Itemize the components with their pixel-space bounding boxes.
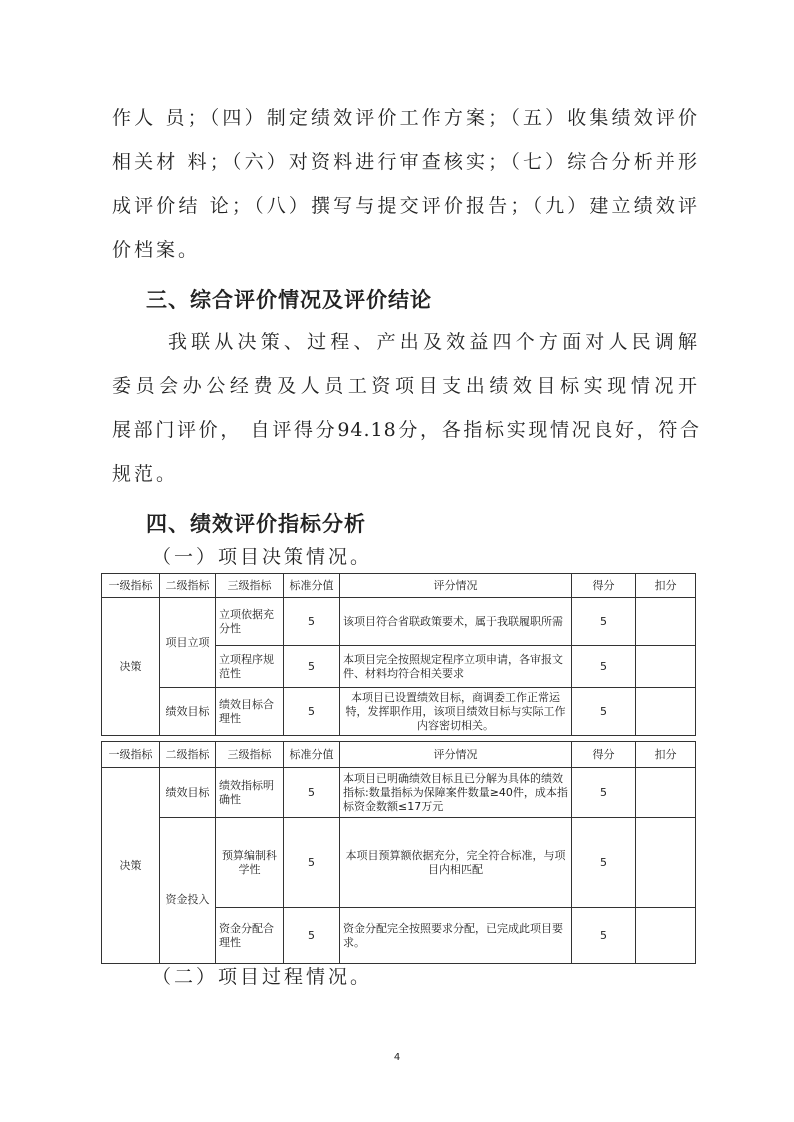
deduction-cell	[636, 598, 696, 646]
score-cell: 5	[572, 768, 636, 818]
table-header-row	[102, 742, 696, 768]
level1-cell: 决策	[102, 768, 160, 964]
column-header: 一级指标	[102, 742, 160, 768]
column-header: 得分	[572, 742, 636, 768]
description-cell: 本项目预算额依据充分，完全符合标准，与项目内相匹配	[340, 818, 572, 908]
score-cell: 5	[572, 598, 636, 646]
level1-cell: 决策	[102, 598, 160, 736]
text-line: 展部门评价， 自评得分94.18分，各指标实现情况良好，符合	[112, 419, 700, 441]
description-cell: 资金分配完全按照要求分配，已完成此项目要求。	[340, 908, 572, 964]
text-line: 委员会办公经费及人员工资项目支出绩效目标实现情况开	[112, 375, 700, 397]
section-heading-4: 四、绩效评价指标分析	[146, 512, 366, 536]
page-number: 4	[393, 1052, 401, 1063]
column-header: 扣分	[636, 742, 696, 768]
deduction-cell	[636, 646, 696, 688]
deduction-cell	[636, 688, 696, 736]
intro-paragraph	[112, 96, 700, 272]
table-row	[102, 688, 696, 736]
deduction-cell	[636, 768, 696, 818]
column-header: 二级指标	[160, 574, 216, 598]
level3-cell: 立项程序规范性	[216, 646, 284, 688]
subsection-decision: （一）项目决策情况。	[152, 546, 373, 568]
table-row	[102, 818, 696, 908]
text-line: 成评价结 论；（八）撰写与提交评价报告；（九）建立绩效评	[112, 195, 700, 217]
description-cell: 本项目已设置绩效目标，商调委工作正常运特，发挥职作用，该项目绩效目标与实际工作内容密切相关。	[340, 688, 572, 736]
level3-cell: 绩效目标合理性	[216, 688, 284, 736]
score-cell: 5	[572, 688, 636, 736]
level2-cell: 绩效目标	[160, 688, 216, 736]
score-cell: 5	[572, 818, 636, 908]
column-header: 标准分值	[284, 574, 340, 598]
column-header: 二级指标	[160, 742, 216, 768]
level3-cell: 预算编制科学性	[216, 818, 284, 908]
text-line: 相关材 料；（六）对资料进行审查核实；（七）综合分析并形	[112, 151, 700, 173]
standard-score-cell: 5	[284, 598, 340, 646]
text-line: 作人 员；（四）制定绩效评价工作方案；（五）收集绩效评价	[112, 107, 700, 129]
deduction-cell	[636, 908, 696, 964]
standard-score-cell: 5	[284, 908, 340, 964]
column-header: 评分情况	[340, 742, 572, 768]
text-line: 我联从决策、过程、产出及效益四个方面对人民调解	[168, 331, 700, 353]
table-row	[102, 598, 696, 646]
level3-cell: 资金分配合理性	[216, 908, 284, 964]
score-cell: 5	[572, 646, 636, 688]
column-header: 得分	[572, 574, 636, 598]
level3-cell: 立项依据充分性	[216, 598, 284, 646]
level2-cell: 资金投入	[160, 818, 216, 964]
deduction-cell	[636, 818, 696, 908]
column-header: 标准分值	[284, 742, 340, 768]
standard-score-cell: 5	[284, 818, 340, 908]
table-row	[102, 768, 696, 818]
column-header: 评分情况	[340, 574, 572, 598]
table-header-row	[102, 574, 696, 598]
description-cell: 该项目符合省联政策要术，属于我联履职所需	[340, 598, 572, 646]
description-cell: 本项目已明确绩效目标且已分解为具体的绩效指标:数量指标为保障案件数量≥40件，成本指标资金数额≤17万元	[340, 768, 572, 818]
column-header: 三级指标	[216, 742, 284, 768]
level2-cell: 绩效目标	[160, 768, 216, 818]
conclusion-paragraph	[112, 320, 700, 496]
text-line: 规范。	[112, 463, 179, 485]
text-line: 价档案。	[112, 239, 201, 261]
description-cell: 本项目完全按照规定程序立项申请，各审报文件、材料均符合相关要求	[340, 646, 572, 688]
score-cell: 5	[572, 908, 636, 964]
evaluation-table-2	[101, 741, 696, 964]
column-header: 三级指标	[216, 574, 284, 598]
level2-cell: 项目立项	[160, 598, 216, 688]
section-heading-3: 三、综合评价情况及评价结论	[146, 288, 432, 312]
standard-score-cell: 5	[284, 688, 340, 736]
column-header: 扣分	[636, 574, 696, 598]
standard-score-cell: 5	[284, 646, 340, 688]
evaluation-table-1	[101, 573, 696, 736]
column-header: 一级指标	[102, 574, 160, 598]
level3-cell: 绩效指标明确性	[216, 768, 284, 818]
standard-score-cell: 5	[284, 768, 340, 818]
subsection-process: （二）项目过程情况。	[152, 966, 373, 988]
